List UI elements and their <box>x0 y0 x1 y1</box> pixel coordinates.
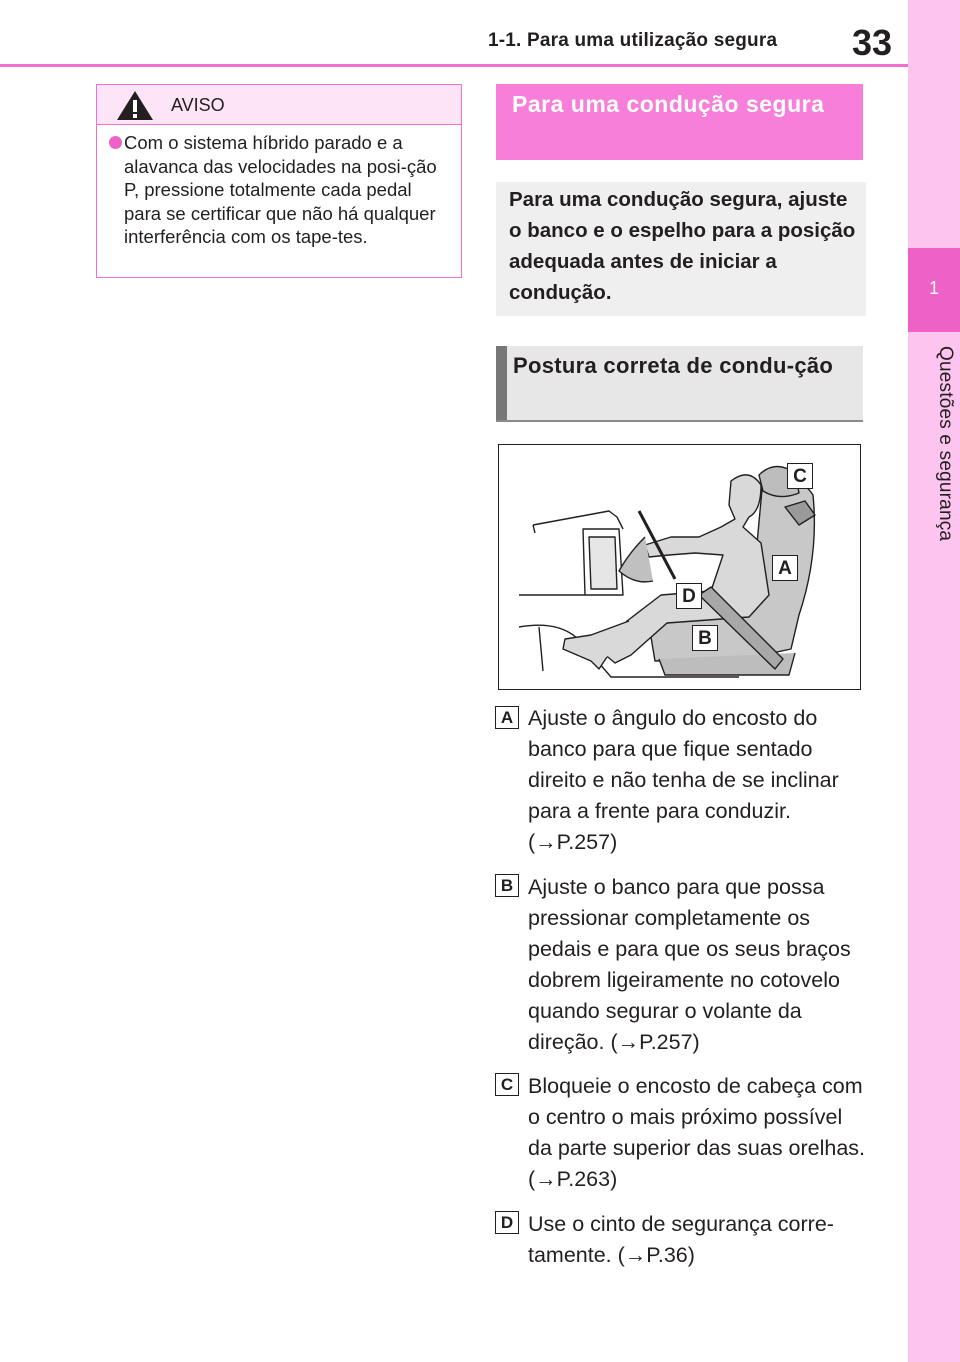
intro-text: Para uma condução segura, ajuste o banco e o espelho para a posição adequada antes de iniciar a condução. <box>509 188 856 304</box>
item-tag-a: A <box>495 706 519 729</box>
item-text-d: Use o cinto de segurança corre-tamente. (→P.36) <box>528 1212 834 1267</box>
warning-title: AVISO <box>171 95 225 115</box>
warning-box <box>96 84 462 278</box>
warning-text: Com o sistema híbrido parado e a alavanca das velocidades na posi-ção P, pressione totalmente cada pedal para se certificar que não há qualquer interferência com os tape-tes. <box>124 132 437 247</box>
section-banner <box>496 84 863 160</box>
subsection-header <box>496 346 863 422</box>
item-text-c: Bloqueie o encosto de cabeça com o centro o mais próximo possível da parte superior das suas orelhas. (→P.263) <box>528 1074 866 1191</box>
header-divider <box>0 64 908 67</box>
warning-header <box>97 85 461 125</box>
section-header: 1-1. Para uma utilização segura <box>488 30 778 51</box>
driving-posture-illustration <box>498 444 861 690</box>
item-text-a: Ajuste o ângulo do encosto do banco para que fique sentado direito e não tenha de se inclinar para a frente para conduzir. (→P.257) <box>528 706 839 854</box>
item-text-b: Ajuste o banco para que possa pressionar completamente os pedais e para que os seus braços dobrem ligeiramente no cotovelo quando segurar o volante da direção. (→P.257) <box>528 875 851 1054</box>
warning-triangle-icon <box>115 89 155 126</box>
item-tag-d: D <box>495 1211 519 1234</box>
page-number: 33 <box>852 22 893 63</box>
item-tag-c: C <box>495 1073 519 1096</box>
bullet-icon <box>109 136 122 149</box>
chapter-title: Questões e segurança <box>935 346 956 542</box>
section-title: Para uma condução segura <box>512 91 825 117</box>
subsection-title: Postura correta de condu-ção <box>513 353 834 378</box>
intro-box <box>496 182 866 316</box>
subsection-accent-bar <box>496 346 507 420</box>
chapter-sidebar <box>908 0 960 1362</box>
figure-label-b: B <box>692 625 718 651</box>
chapter-number: 1 <box>928 278 939 298</box>
figure-label-c: C <box>787 463 813 489</box>
item-tag-b: B <box>495 874 519 897</box>
figure-label-d: D <box>676 583 702 609</box>
figure-label-a: A <box>772 555 798 581</box>
